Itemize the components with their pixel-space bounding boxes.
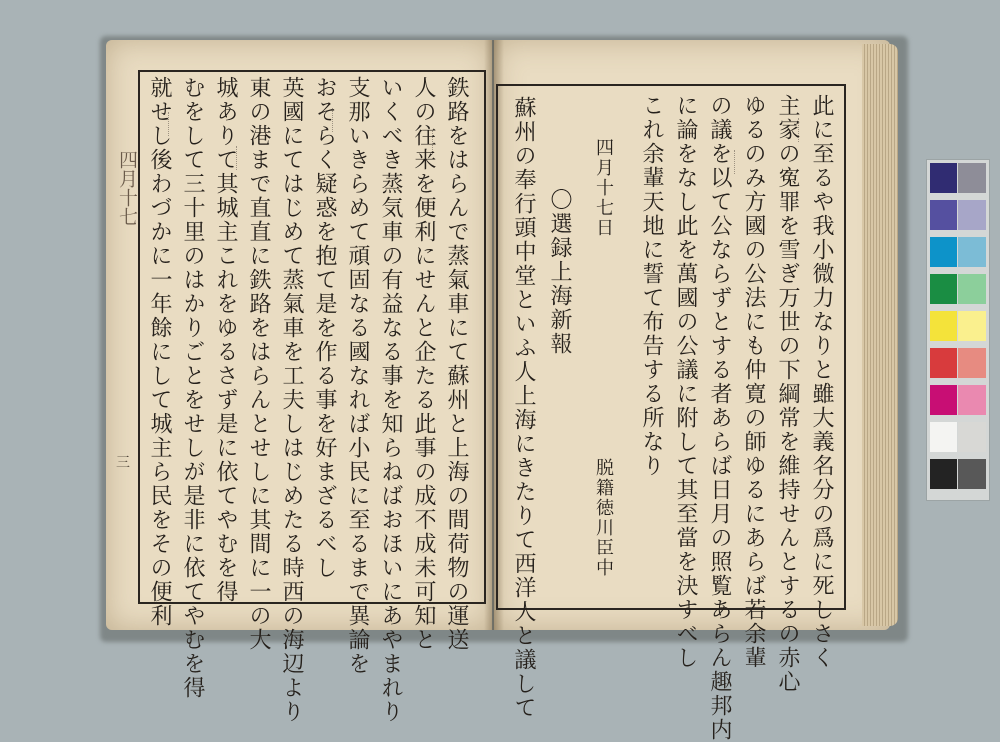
calibration-gray [958,348,986,378]
calibration-gray [958,422,986,452]
right-col-3: ゆるのみ方國の公法にも仲寛の師ゆるにあらば若余輩 [741,94,766,670]
calibration-swatch [930,385,957,415]
right-col-5: に論をなし此を萬國の公議に附して其至當を決すべし [673,94,698,670]
calibration-gray [958,385,986,415]
calibration-swatch [930,422,957,452]
left-col-5: 英國にてはじめて蒸氣車を工夫しはじめたる時西の海辺より [279,76,304,724]
right-col-6: これ余輩天地に誓て布告する所なり [639,94,664,478]
furigana-mark [332,108,341,132]
furigana-mark [432,130,441,154]
calibration-swatch [930,459,957,489]
calibration-swatch [930,237,957,267]
left-col-6: おそらく疑惑を抱て是を作る事を好まざるべし [312,76,337,580]
left-col-7: 支那いきらめて頑固なる國なれば小民に至るまで異論を [345,76,370,676]
left-col-3: 城ありて其城主これをゆるさず是に依てやむを得 [213,76,238,604]
left-col-10: 鉄路をはらんで蒸氣車にて蘇州と上海の間荷物の運送 [444,76,469,652]
furigana-mark [168,112,177,136]
calibration-gray [958,311,986,341]
calibration-gray [958,200,986,230]
calibration-swatch [930,163,957,193]
calibration-gray [958,163,986,193]
left-margin-title: 四月十七 [116,150,138,226]
calibration-swatch [930,200,957,230]
calibration-swatch [930,274,957,304]
furigana-mark [734,150,743,174]
left-col-1: 就せし後わづかに一年餘にして城主ら民をその便利 [147,76,172,628]
left-page-number: 三 [116,455,130,471]
left-col-9: 人の往来を便利にせんと企たる此事の成不成未可知と [411,76,436,652]
furigana-mark [798,118,807,142]
calibration-gray [958,237,986,267]
left-col-8: いくべき蒸気車の有益なる事を知らねばおほいにあやまれり [378,76,403,724]
calibration-gray [958,459,986,489]
left-col-4: 東の港まで直直に鉄路をはらんとせしに其間に一の大 [246,76,271,652]
calibration-swatch [930,348,957,378]
right-col-7: 四月十七日 脱籍徳川臣中 [593,138,614,578]
furigana-mark [236,146,245,170]
right-col-2: 主家の寃罪を雪ぎ万世の下綱常を維持せんとするの赤心 [775,94,800,694]
color-calibration-chart [926,159,990,501]
calibration-swatch [930,311,957,341]
right-col-8: 〇選録上海新報 [547,188,572,356]
right-col-9: 蘇州の奉行頭中堂といふ人上海にきたりて西洋人と議して [511,96,536,720]
calibration-gray [958,274,986,304]
left-col-2: むをして三十里のはかりごとをせしが是非に依てやむを得 [180,76,205,700]
page-edges [862,44,898,626]
right-col-4: の議を以て公ならずとする者あらば日月の照覧あらん趣邦内 [707,94,732,742]
right-col-1: 此に至るや我小微力なりと雖大義名分の爲に死しさく [809,94,834,670]
